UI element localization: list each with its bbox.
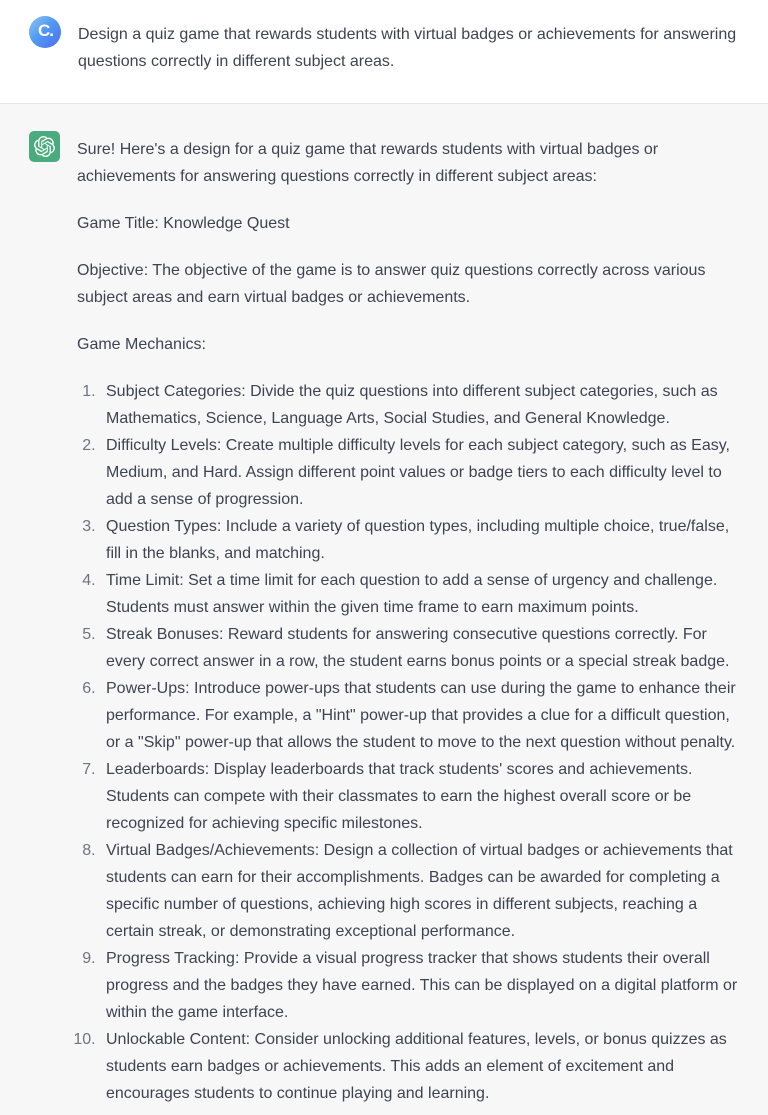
list-item: 1. Subject Categories: Divide the quiz questions into different subject categories, such as Mathematics, Science, Language Arts, Social Studies, and General Knowledge. <box>100 378 748 432</box>
list-item: 2. Difficulty Levels: Create multiple difficulty levels for each subject category, such as Easy, Medium, and Hard. Assign different point values or badge tiers to each difficulty level to add a sense of progression. <box>100 432 748 513</box>
user-message-row <box>0 0 768 104</box>
list-item: 6. Power-Ups: Introduce power-ups that students can use during the game to enhance their performance. For example, a "Hint" power-up that provides a clue for a difficult question, or a "Skip" power-up that allows the student to move to the next question without penalty. <box>100 675 748 756</box>
list-item: 10. Unlockable Content: Consider unlocking additional features, levels, or bonus quizzes as students earn badges or achievements. This adds an element of excitement and encourages students to continue playing and learning. <box>100 1026 748 1107</box>
list-item: 9. Progress Tracking: Provide a visual progress tracker that shows students their overall progress and the badges they have earned. This can be displayed on a digital platform or within the game interface. <box>100 945 748 1026</box>
mechanics-heading: Game Mechanics: <box>77 336 206 353</box>
objective-line: Objective: The objective of the game is to answer quiz questions correctly across various subject areas and earn virtual badges or achievements. <box>77 262 706 306</box>
list-item: 3. Question Types: Include a variety of question types, including multiple choice, true/false, fill in the blanks, and matching. <box>100 513 748 567</box>
user-message-text: Design a quiz game that rewards students with virtual badges or achievements for answering questions correctly in different subject areas. <box>78 26 737 70</box>
game-title-line: Game Title: Knowledge Quest <box>77 215 290 232</box>
list-item: 5. Streak Bonuses: Reward students for answering consecutive questions correctly. For every correct answer in a row, the student earns bonus points or a special streak badge. <box>100 621 748 675</box>
list-item: 4. Time Limit: Set a time limit for each question to add a sense of urgency and challenge. Students must answer within the given time frame to earn maximum points. <box>100 567 748 621</box>
assistant-avatar <box>29 131 60 162</box>
user-avatar: C. <box>29 16 61 48</box>
openai-logo-icon <box>34 136 55 157</box>
list-item: 8. Virtual Badges/Achievements: Design a collection of virtual badges or achievements that students can earn for their accomplishments. Badges can be awarded for completing a specific number of questions, achieving high scores in different subjects, reaching a certain streak, or demonstrating exceptional performance. <box>100 837 748 945</box>
user-message-body <box>78 21 748 75</box>
assistant-message-body <box>77 136 748 1107</box>
assistant-intro: Sure! Here's a design for a quiz game that rewards students with virtual badges or achievements for answering questions correctly in different subject areas: <box>77 141 659 185</box>
mechanics-list <box>77 378 748 1107</box>
assistant-message-row <box>0 104 768 1115</box>
list-item: 7. Leaderboards: Display leaderboards that track students' scores and achievements. Students can compete with their classmates to earn the highest overall score or be recognized for achieving specific milestones. <box>100 756 748 837</box>
